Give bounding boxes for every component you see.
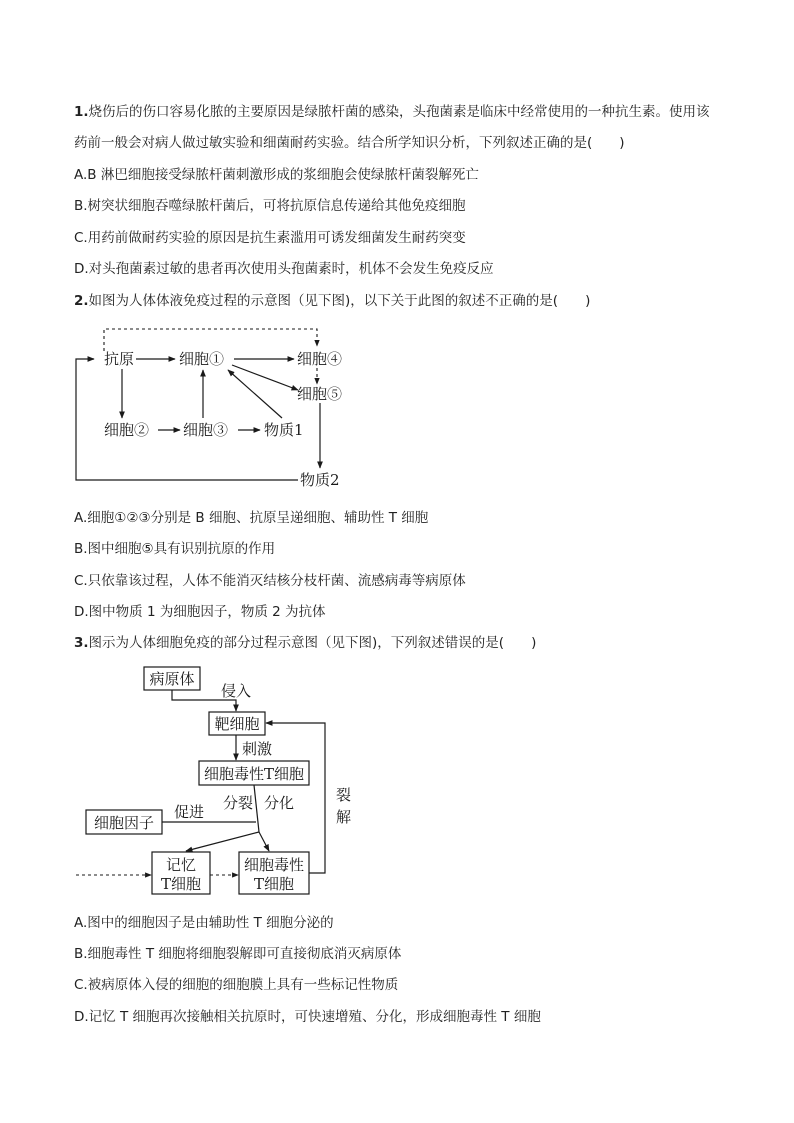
q1-stem-line2: 药前一般会对病人做过敏实验和细菌耐药实验。结合所学知识分析，下列叙述正确的是( ) — [74, 135, 625, 151]
node-cell2: 细胞② — [104, 421, 150, 439]
q3-option-c: C.被病原体入侵的细胞的细胞膜上具有一些标记性物质 — [74, 977, 399, 993]
cellular-immunity-diagram — [74, 662, 374, 898]
substance1-to-cell1-arrow — [228, 370, 282, 418]
label-ctl2-2: T细胞 — [253, 875, 295, 893]
q3-option-a: A.图中的细胞因子是由辅助性 T 细胞分泌的 — [74, 915, 334, 931]
split-to-ctl2-arrow — [259, 832, 269, 851]
cell1-to-cell5-arrow — [232, 365, 298, 390]
q2-number: 2. — [74, 293, 89, 309]
q1-option-b: B.树突状细胞吞噬绿脓杆菌后，可将抗原信息传递给其他免疫细胞 — [74, 198, 466, 214]
node-cell1: 细胞① — [179, 350, 225, 368]
label-divide: 分裂 — [223, 794, 254, 812]
label-promote: 促进 — [174, 803, 205, 821]
node-substance2: 物质2 — [300, 471, 340, 489]
node-substance1: 物质1 — [264, 421, 304, 439]
humoral-immunity-diagram — [60, 318, 380, 498]
q2-option-d: D.图中物质 1 为细胞因子，物质 2 为抗体 — [74, 604, 326, 620]
label-cytokine: 细胞因子 — [93, 814, 155, 832]
label-memory-1: 记忆 — [165, 856, 197, 874]
q3-stem-line1 — [74, 634, 536, 652]
split-to-memory-arrow — [186, 832, 259, 851]
q3-option-d: D.记忆 T 细胞再次接触相关抗原时，可快速增殖、分化，形成细胞毒性 T 细胞 — [74, 1009, 541, 1025]
q1-number: 1. — [74, 104, 89, 120]
q3-option-b: B.细胞毒性 T 细胞将细胞裂解即可直接彻底消灭病原体 — [74, 946, 402, 962]
q3-stem-text: 图示为人体细胞免疫的部分过程示意图（见下图)，下列叙述错误的是( ) — [88, 635, 537, 651]
q2-option-b: B.图中细胞⑤具有识别抗原的作用 — [74, 541, 276, 557]
label-invade: 侵入 — [221, 682, 252, 700]
label-target-cell: 靶细胞 — [214, 715, 260, 733]
q2-stem-line1 — [74, 292, 590, 310]
q1-option-a: A.B 淋巴细胞接受绿脓杆菌刺激形成的浆细胞会使绿脓杆菌裂解死亡 — [74, 167, 479, 183]
q2-stem-text: 如图为人体体液免疫过程的示意图（见下图)，以下关于此图的叙述不正确的是( ) — [88, 293, 591, 309]
label-lyse-2: 解 — [336, 808, 352, 826]
label-differentiate: 分化 — [264, 794, 295, 812]
label-ctl2-1: 细胞毒性 — [243, 856, 305, 874]
ctl-down-line — [254, 785, 259, 832]
q1-option-d: D.对头孢菌素过敏的患者再次使用头孢菌素时，机体不会发生免疫反应 — [74, 261, 494, 277]
q2-option-a: A.细胞①②③分别是 B 细胞、抗原呈递细胞、辅助性 T 细胞 — [74, 510, 429, 526]
node-cell3: 细胞③ — [183, 421, 229, 439]
label-ctl: 细胞毒性T细胞 — [203, 765, 305, 783]
q2-option-c: C.只依靠该过程，人体不能消灭结核分枝杆菌、流感病毒等病原体 — [74, 573, 466, 589]
node-cell5: 细胞⑤ — [297, 385, 343, 403]
q1-stem-line1 — [74, 103, 710, 121]
q1-stem-text-1: 烧伤后的伤口容易化脓的主要原因是绿脓杆菌的感染，头孢菌素是临床中经常使用的一种抗生素。使用该 — [88, 104, 710, 120]
antigen-to-cell4-dashed-arrow — [104, 329, 317, 351]
node-cell4: 细胞④ — [297, 350, 343, 368]
node-antigen: 抗原 — [104, 350, 135, 368]
label-lyse-1: 裂 — [336, 786, 352, 804]
q3-number: 3. — [74, 635, 89, 651]
label-memory-2: T细胞 — [160, 875, 202, 893]
label-stimulate: 刺激 — [242, 740, 273, 758]
q1-option-c: C.用药前做耐药实验的原因是抗生素滥用可诱发细菌发生耐药突变 — [74, 230, 466, 246]
label-pathogen: 病原体 — [149, 670, 195, 688]
